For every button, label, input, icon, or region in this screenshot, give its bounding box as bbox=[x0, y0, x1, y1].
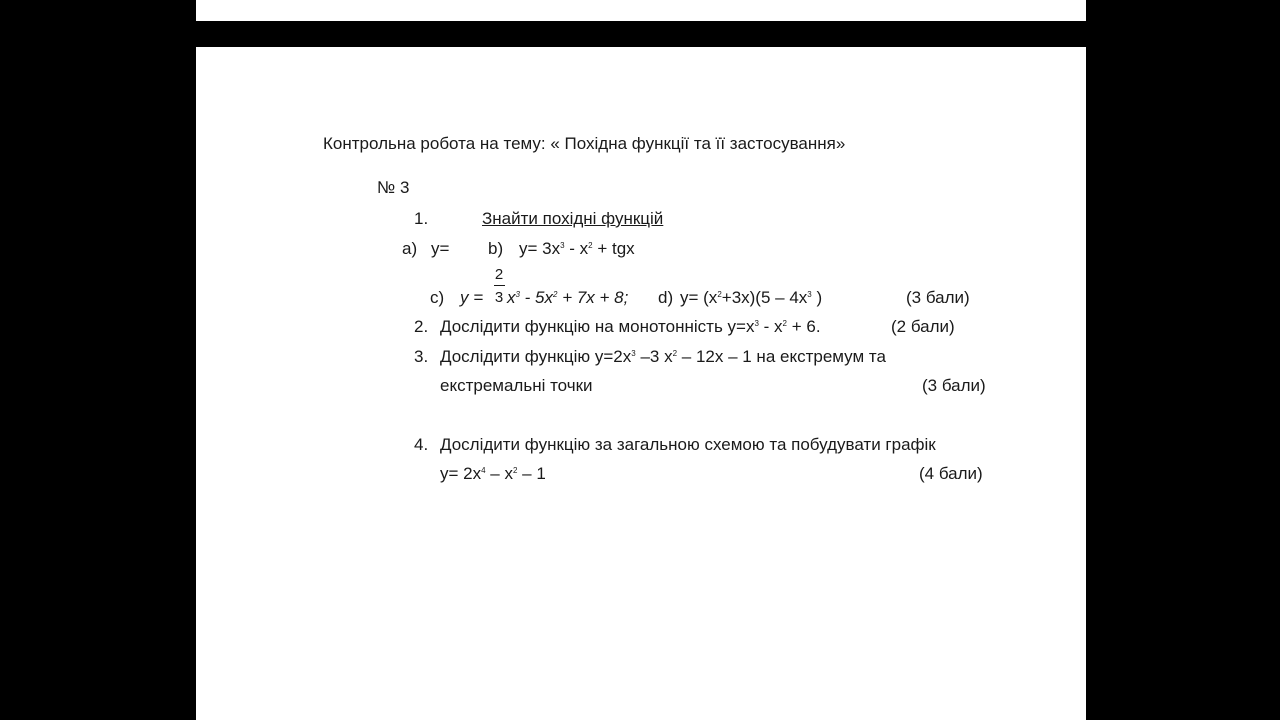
task2-number: 2. bbox=[414, 317, 429, 336]
task3-points: (3 бали) bbox=[922, 376, 986, 395]
previous-page-fragment bbox=[196, 0, 1086, 21]
task2-text: Дослідити функцію на монотонність $y=x^3 - x^2 + 6$. bbox=[440, 317, 821, 336]
task1-b-label: b) bbox=[488, 239, 504, 258]
document-page bbox=[196, 47, 1086, 720]
task1-c-prefix: y = bbox=[460, 288, 484, 307]
fraction-bar bbox=[494, 285, 505, 286]
task1-number: 1. bbox=[414, 209, 429, 228]
task1-a-label: а) bbox=[402, 239, 418, 258]
task2-points: (2 бали) bbox=[891, 317, 955, 336]
document-title: Контрольна робота на тему: « Похідна функції та її застосування» bbox=[323, 134, 846, 153]
task1-heading: Знайти похідні функцій bbox=[482, 209, 664, 228]
task1-c-expression: $x^3 - 5x^2 + 7x + 8$; bbox=[507, 288, 629, 307]
task4-line1: Дослідити функцію за загальною схемою та побудувати графік bbox=[440, 435, 936, 454]
task4-points: (4 бали) bbox=[919, 464, 983, 483]
task4-function: $y= 2x^4 - x^2 - 1$ bbox=[440, 464, 546, 483]
task1-a-expression: y= bbox=[431, 239, 450, 258]
task1-c-label: c) bbox=[430, 288, 445, 307]
task1-b-expression: $y= 3x^3 - x^2$ + tgx bbox=[519, 239, 635, 258]
fraction-denominator: 3 bbox=[494, 289, 504, 306]
task1-d-expression: $y= (x^2+3x)(5 - 4x^3$ ) bbox=[680, 288, 823, 307]
task4-number: 4. bbox=[414, 435, 429, 454]
task1-d-label: d) bbox=[658, 288, 674, 307]
variant-number: № 3 bbox=[377, 178, 410, 197]
task3-line1: Дослідити функцію $y=2x^3$ –3 $x^2 - 12x - 1$ на екстремум та bbox=[440, 347, 886, 366]
task3-number: 3. bbox=[414, 347, 429, 366]
fraction-numerator: 2 bbox=[494, 266, 504, 283]
task3-line2: екстремальні точки bbox=[440, 376, 593, 395]
task1-points: (3 бали) bbox=[906, 288, 970, 307]
